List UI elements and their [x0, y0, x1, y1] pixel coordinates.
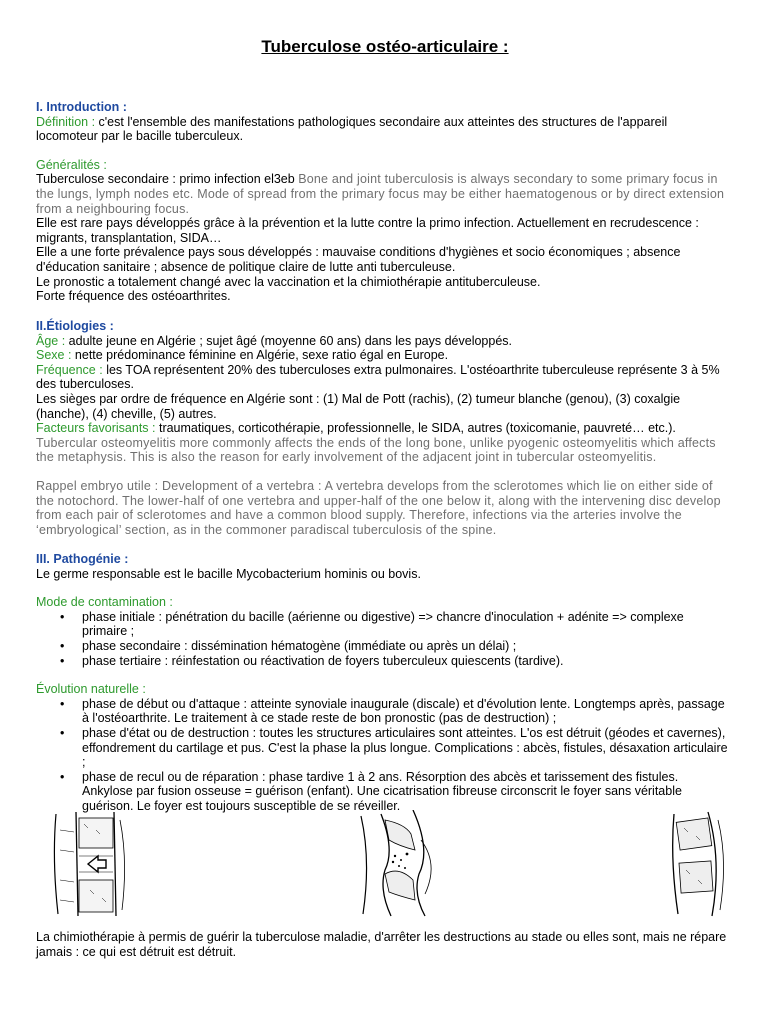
intro-paragraph-3: Le pronostic a totalement changé avec la vaccination et la chimiothérapie antituberculeuse. — [36, 274, 541, 289]
definition-label: Définition : — [36, 114, 96, 129]
pathogenie-section — [36, 552, 728, 814]
english-osteomyelitis: Tubercular osteomyelitis more commonly affects the ends of the long bone, unlike pyogenic osteomyelitis which affects the metaphysis. This is also the reason for early involvement of the adjacent joint in tubercular osteomyelitis. — [36, 435, 716, 465]
list-item: • phase d'état ou de destruction : toutes les structures articulaires sont atteintes. L'os est détruit (géodes et cavernes), effondrement du cartilage et pus. C'est la phase la plus longue. Complications : abcès, fistules, désaxation articulaire ; — [82, 726, 728, 770]
spine-illustration-1 — [48, 810, 138, 918]
pathogenie-heading: III. Pathogénie : — [36, 552, 129, 566]
sieges-line: Les sièges par ordre de fréquence en Algérie sont : (1) Mal de Pott (rachis), (2) tumeur blanche (genou), (3) coxalgie (hanche), (4) cheville, (5) autres. — [36, 391, 681, 421]
frequence-label: Fréquence : — [36, 362, 103, 377]
germe-line: Le germe responsable est le bacille Mycobacterium hominis ou bovis. — [36, 566, 421, 581]
intro-paragraph-2: Elle a une forte prévalence pays sous développés : mauvaise conditions d'hygiènes et socio économiques ; absence d'éducation sanitaire ; absence de politique claire de lutte anti tuberculeuse. — [36, 245, 681, 274]
sexe-label: Sexe : — [36, 348, 72, 363]
list-item: • phase de recul ou de réparation : phase tardive 1 à 2 ans. Résorption des abcès et tarissement des fistules. Ankylose par fusion osseuse = guérison (enfant). Une cicatrisation fibreuse circonscrit le foyer sans véritable guérison. Le foyer est toujours susceptible de se réveiller. — [82, 770, 728, 814]
conclusion — [36, 930, 728, 959]
spine-illustration-3 — [668, 810, 730, 918]
intro-paragraph-4: Forte fréquence des ostéoarthrites. — [36, 289, 231, 304]
list-item: • phase secondaire : dissémination hématogène (immédiate ou après un délai) ; — [82, 639, 728, 654]
figures-row — [0, 810, 768, 918]
frequence-text: les TOA représentent 20% des tuberculoses extra pulmonaires. L'ostéoarthrite tuberculeuse représente 3 à 5% des tuberculoses. — [36, 362, 720, 392]
facteurs-label: Facteurs favorisants : — [36, 421, 156, 436]
list-item: • phase initiale : pénétration du bacille (aérienne ou digestive) => chancre d'inoculation + adénite => complexe primaire ; — [82, 610, 728, 639]
evolution-heading: Évolution naturelle : — [36, 682, 146, 697]
sexe-line — [36, 348, 728, 363]
definition — [36, 115, 728, 144]
facteurs-text: traumatiques, corticothérapie, professionnelle, le SIDA, autres (toxicomanie, pauvreté… etc.). — [155, 421, 676, 436]
generalites-english: Bone and joint tuberculosis is always secondary to some primary focus in the lungs, lymph nodes etc. Mode of spread from the primary focus may be either haematogenous or by direct extension from a neighbouring focus. — [36, 172, 725, 216]
list-item: • phase de début ou d'attaque : atteinte synoviale inaugurale (discale) et d'évolution lente. Longtemps après, passage à l'ostéoarthrite. Le traitement à ce stade reste de bon pronostic (pas de destruction) ; — [82, 697, 728, 726]
mode-list — [36, 610, 728, 668]
etiologies-heading: II.Étiologies : — [36, 319, 114, 333]
etiologies-section — [36, 319, 728, 537]
intro-heading: I. Introduction : — [36, 100, 127, 114]
facteurs-line — [36, 421, 728, 436]
generalites-text — [36, 172, 728, 216]
age-line — [36, 334, 728, 349]
intro-paragraph-1: Elle est rare pays développés grâce à la prévention et la lutte contre la primo infection. Actuellement en recrudescence : migrants, transplantation, SIDA… — [36, 216, 699, 245]
page-title: Tuberculose ostéo-articulaire : — [261, 37, 509, 56]
english-embryo: Rappel embryo utile : Development of a vertebra : A vertebra develops from the sclerotomes which lie on either side of the notochord. The lower-half of one vertebra and upper-half of the one below it, along with the intervening disc develop from each pair of sclerotomes and have a common blood supply. Therefore, infections via the arteries involve the ‘embryological’ section, as in the commoner paradiscal tuberculosis of the spine. — [36, 478, 721, 537]
age-text: adulte jeune en Algérie ; sujet âgé (moyenne 60 ans) dans les pays développés. — [65, 333, 513, 348]
evolution-list — [36, 697, 728, 814]
list-item: • phase tertiaire : réinfestation ou réactivation de foyers tuberculeux quiescents (tardive). — [82, 654, 728, 669]
sexe-text: nette prédominance féminine en Algérie, sexe ratio égal en Europe. — [71, 348, 449, 363]
definition-text: c'est l'ensemble des manifestations pathologiques secondaire aux atteintes des structures de l'appareil locomoteur par le bacille tuberculeux. — [36, 114, 668, 144]
mode-heading: Mode de contamination : — [36, 595, 173, 610]
frequence-line — [36, 363, 728, 392]
generalites-heading: Généralités : — [36, 157, 107, 172]
generalites-start: Tuberculose secondaire : primo infection el3eb — [36, 172, 299, 187]
spine-illustration-2 — [355, 810, 445, 918]
age-label: Âge : — [36, 333, 66, 348]
intro-section — [36, 100, 728, 304]
conclusion-text: La chimiothérapie à permis de guérir la tuberculose maladie, d'arrêter les destructions au stade ou elles sont, mais ne répare jamais : ce qui est détruit est détruit. — [36, 930, 727, 959]
